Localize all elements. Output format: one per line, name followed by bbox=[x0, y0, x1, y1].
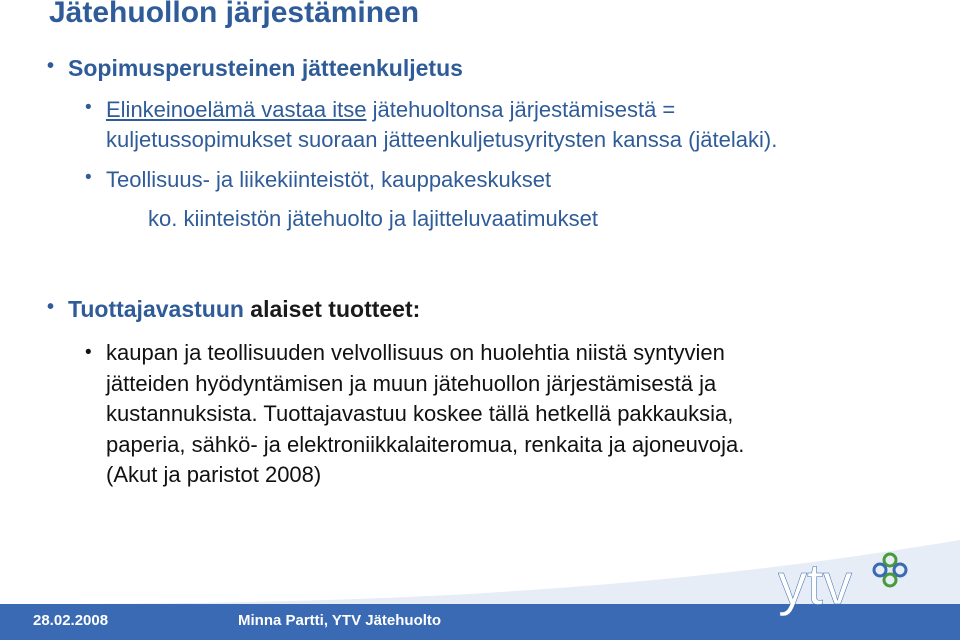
section1-heading bbox=[47, 55, 463, 82]
bullet-icon: • bbox=[85, 342, 92, 363]
section2-heading-blue: Tuottajavastuun bbox=[68, 296, 244, 322]
bullet1-underlined-text: Elinkeinoelämä vastaa itse bbox=[106, 97, 367, 122]
paragraph-line: jätteiden hyödyntämisen ja muun jätehuollon järjestämisestä ja bbox=[106, 370, 717, 396]
bullet-icon: • bbox=[85, 97, 92, 118]
paragraph-line: paperia, sähkö- ja elektroniikkalaiteromua, renkaita ja ajoneuvoja. bbox=[106, 431, 745, 457]
bullet-icon: • bbox=[85, 167, 92, 188]
bullet-icon: • bbox=[47, 55, 55, 77]
section1-bullet2-line2: ko. kiinteistön jätehuolto ja lajitteluvaatimukset bbox=[148, 206, 599, 231]
footer-date: 28.02.2008 bbox=[33, 612, 109, 629]
bullet1-line1-rest: jätehuoltonsa järjestämisestä = bbox=[366, 97, 676, 122]
section2-heading-black: alaiset tuotteet: bbox=[243, 296, 421, 322]
section2-heading bbox=[47, 296, 421, 323]
bullet-icon: • bbox=[47, 296, 55, 318]
slide-title: Jätehuollon järjestäminen bbox=[49, 0, 420, 29]
section1-heading-text: Sopimusperusteinen jätteenkuljetus bbox=[68, 55, 463, 81]
bullet2-line1: Teollisuus- ja liikekiinteistöt, kauppakeskukset bbox=[106, 167, 552, 192]
paragraph-line: kaupan ja teollisuuden velvollisuus on huolehtia niistä syntyvien bbox=[106, 340, 725, 365]
section1-bullet1-line2: kuljetussopimukset suoraan jätteenkuljetusyritysten kanssa (jätelaki). bbox=[106, 127, 778, 152]
section2-paragraph bbox=[85, 338, 886, 491]
section1-bullet1 bbox=[85, 97, 676, 123]
ytv-logo-flower-icon bbox=[874, 554, 906, 586]
paragraph-line: (Akut ja paristot 2008) bbox=[106, 462, 322, 487]
footer-author: Minna Partti, YTV Jätehuolto bbox=[238, 612, 442, 629]
paragraph-line: kustannuksista. Tuottajavastuu koskee tällä hetkellä pakkauksia, bbox=[106, 401, 734, 426]
ytv-logo-text: ytv bbox=[778, 552, 853, 617]
section1-bullet2 bbox=[85, 167, 552, 193]
ytv-logo bbox=[778, 548, 918, 638]
